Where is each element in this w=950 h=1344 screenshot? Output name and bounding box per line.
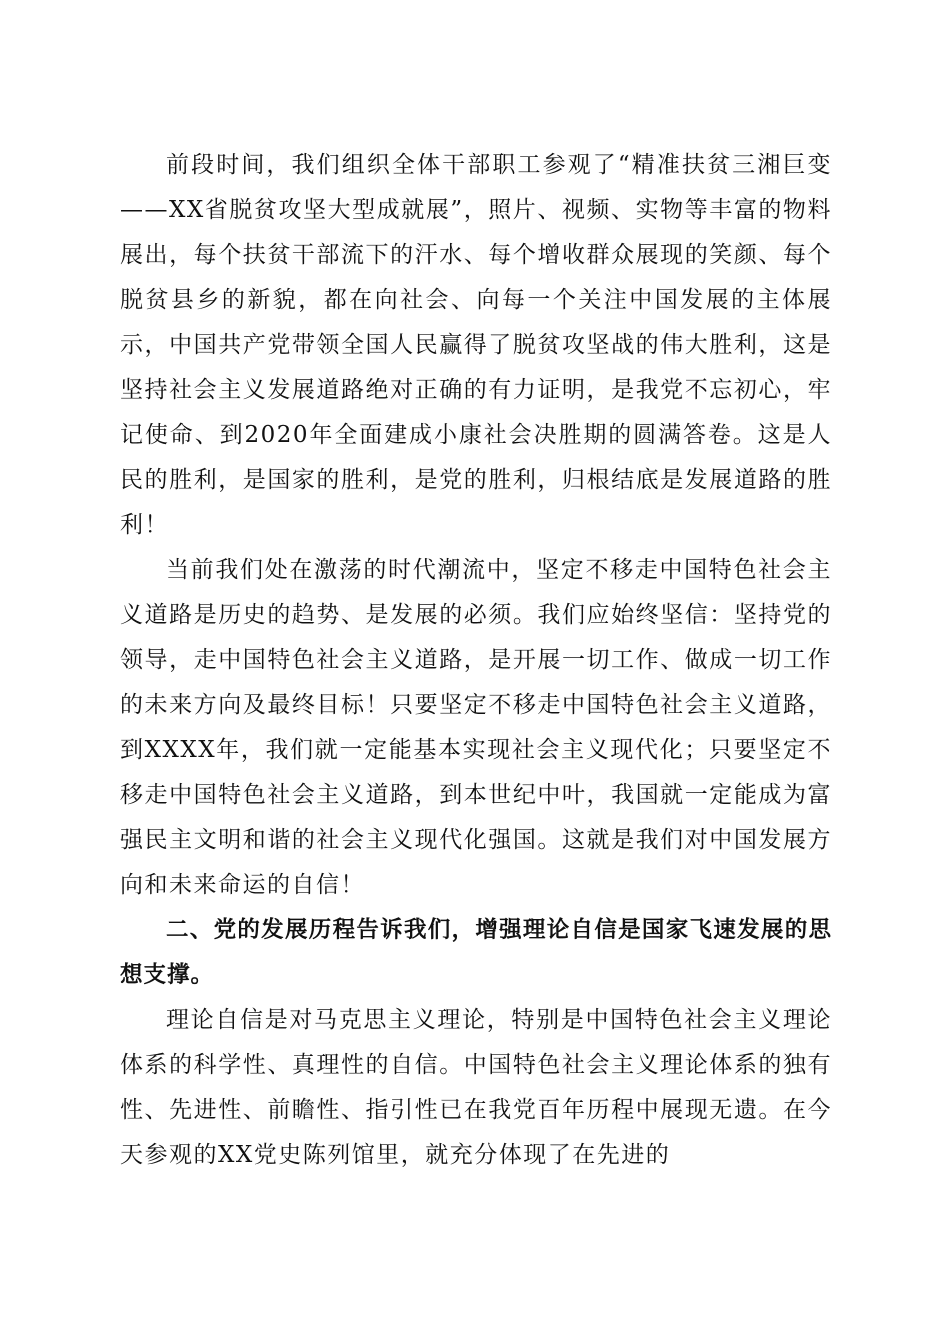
document-body xyxy=(120,143,832,1178)
body-paragraph-1: 前段时间，我们组织全体干部职工参观了“精准扶贫三湘巨变——XX省脱贫攻坚大型成就展”，照片、视频、实物等丰富的物料展出，每个扶贫干部流下的汗水、每个增收群众展现的笑颜、每个脱贫县乡的新貌，都在向社会、向每一个关注中国发展的主体展示，中国共产党带领全国人民赢得了脱贫攻坚战的伟大胜利，这是坚持社会主义发展道路绝对正确的有力证明，是我党不忘初心，牢记使命、到2020年全面建成小康社会决胜期的圆满答卷。这是人民的胜利，是国家的胜利，是党的胜利，归根结底是发展道路的胜利！ xyxy=(120,152,832,538)
section-heading: 二、党的发展历程告诉我们，增强理论自信是国家飞速发展的思想支撑。 xyxy=(120,917,832,988)
body-paragraph-3: 理论自信是对马克思主义理论，特别是中国特色社会主义理论体系的科学性、真理性的自信。中国特色社会主义理论体系的独有性、先进性、前瞻性、指引性已在我党百年历程中展现无遗。在今天参观的XX党史陈列馆里，就充分体现了在先进的 xyxy=(120,1007,832,1168)
body-paragraph-2: 当前我们处在激荡的时代潮流中，坚定不移走中国特色社会主义道路是历史的趋势、是发展的必须。我们应始终坚信：坚持党的领导，走中国特色社会主义道路，是开展一切工作、做成一切工作的未来方向及最终目标！只要坚定不移走中国特色社会主义道路，到XXXX年，我们就一定能基本实现社会主义现代化；只要坚定不移走中国特色社会主义道路，到本世纪中叶，我国就一定能成为富强民主文明和谐的社会主义现代化强国。这就是我们对中国发展方向和未来命运的自信！ xyxy=(120,557,832,898)
